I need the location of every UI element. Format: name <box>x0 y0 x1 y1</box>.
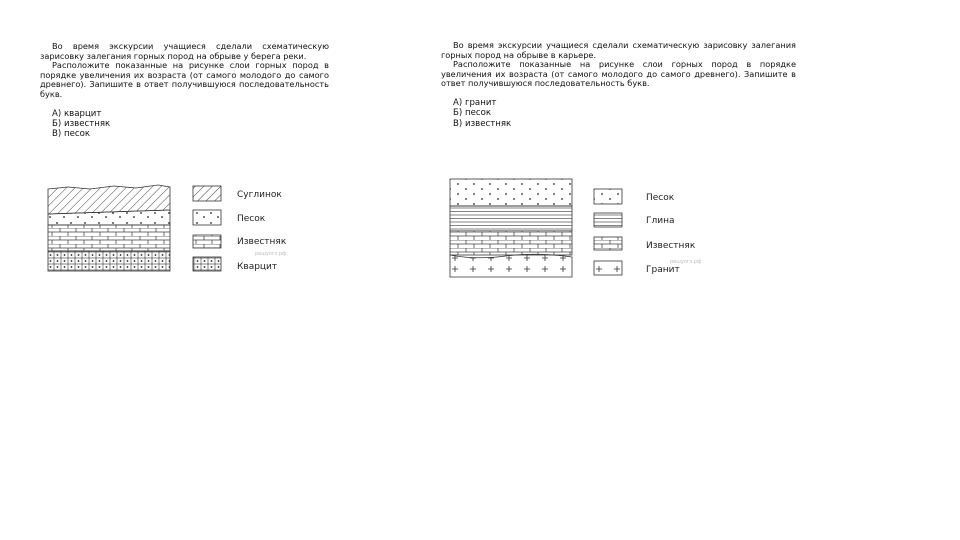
task-2-option-b: Б) песок <box>453 108 492 119</box>
task-1-option-a: А) кварцит <box>52 108 102 119</box>
task-1-paragraph-1: Во время экскурсии учащиеся сделали схематическую зарисовку залегания горных пород на обрыве у берега реки. <box>40 41 329 61</box>
task-1-paragraph-2: Расположите показанные на рисунке слои горных пород в порядке увеличения их возраста (от самого молодого до самого древнего). Запишите в ответ получившуюся последовательность букв. <box>40 60 329 99</box>
task-2-paragraph-1: Во время экскурсии учащиеся сделали схематическую зарисовку залегания горных пород на обрыве в карьере. <box>441 40 796 60</box>
granite-layer <box>450 254 572 277</box>
task-1-legend <box>193 186 287 272</box>
clay-layer <box>450 206 572 231</box>
legend-sand-swatch <box>594 189 622 204</box>
legend-clay-swatch <box>594 213 622 227</box>
legend-sand-label: Песок <box>646 193 675 203</box>
legend-sand-label: Песок <box>237 214 266 224</box>
legend-limestone-swatch <box>193 235 221 248</box>
task-2-figure <box>446 176 736 281</box>
task-2-text <box>441 41 796 129</box>
legend-quartzite-label: Кварцит <box>237 262 278 272</box>
legend-limestone-label: Известняк <box>646 241 696 251</box>
limestone-layer <box>48 225 170 251</box>
legend-quartzite-swatch <box>193 257 221 271</box>
task-2-legend <box>594 189 701 275</box>
legend-granite-swatch <box>594 261 622 275</box>
task-1-options <box>40 109 329 140</box>
task-1-text <box>40 42 329 140</box>
watermark: решуогэ.рф <box>255 251 287 257</box>
legend-clay-label: Глина <box>646 216 675 226</box>
task-1-cross-section <box>48 185 170 271</box>
task-2-option-a: А) гранит <box>453 97 497 108</box>
task-1-option-b: Б) известняк <box>52 118 111 129</box>
limestone-layer <box>450 231 572 255</box>
task-2-paragraph-2: Расположите показанные на рисунке слои горных пород в порядке увеличения их возраста (от самого молодого до самого древнего). Запишите в ответ получившуюся последовательность букв. <box>441 59 796 89</box>
watermark: решуогэ.рф <box>670 259 702 265</box>
task-2-options <box>441 98 796 129</box>
task-2-option-c: В) известняк <box>453 118 512 129</box>
legend-sand-swatch <box>193 210 221 225</box>
legend-loam-label: Суглинок <box>237 190 282 200</box>
legend-limestone-label: Известняк <box>237 237 287 247</box>
legend-granite-label: Гранит <box>646 265 680 275</box>
task-2-cross-section <box>450 179 572 277</box>
task-1-figure <box>40 180 330 275</box>
legend-limestone-swatch <box>594 237 622 250</box>
legend-loam-swatch <box>193 186 221 201</box>
quartzite-layer <box>48 251 170 271</box>
loam-layer <box>48 185 170 214</box>
task-1-option-c: В) песок <box>52 129 91 140</box>
sand-layer <box>450 179 572 206</box>
